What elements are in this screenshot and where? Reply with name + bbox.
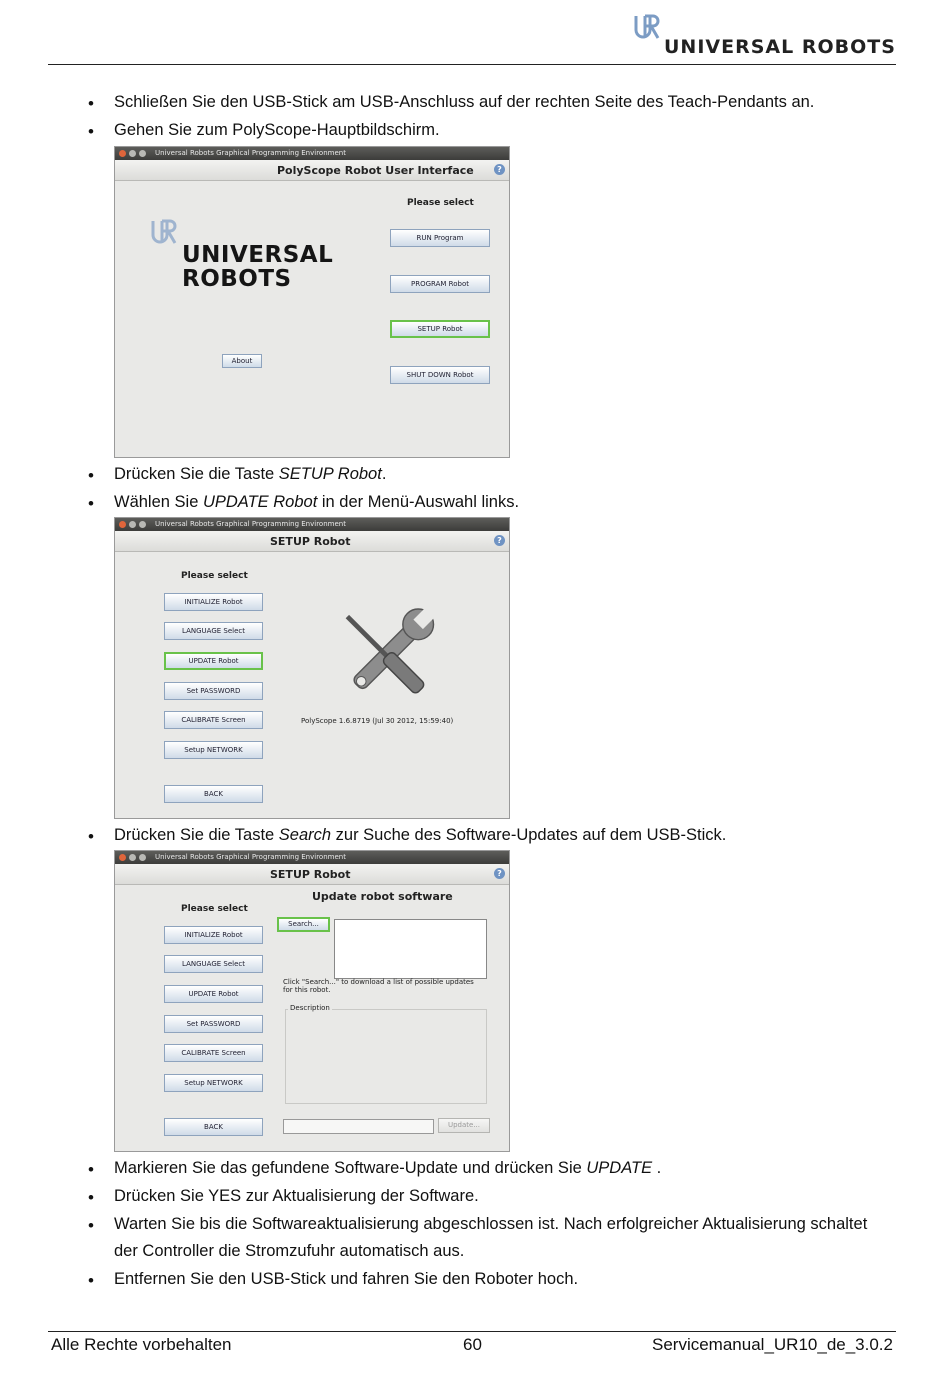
minimize-icon[interactable]: [129, 521, 136, 528]
description-box: [285, 1009, 487, 1104]
window-titlebar: [115, 147, 509, 160]
please-select-label: Please select: [181, 571, 248, 581]
footer-rights: Alle Rechte vorbehalten: [51, 1335, 232, 1354]
screenshot-setup-robot: [114, 517, 510, 819]
window-title: Universal Robots Graphical Programming Environment: [155, 853, 346, 861]
screen-title: SETUP Robot: [270, 535, 351, 548]
please-select-label: Please select: [181, 904, 248, 914]
page-number: 60: [463, 1335, 482, 1354]
calibrate-screen-button[interactable]: CALIBRATE Screen: [164, 711, 263, 729]
ur-logo-icon: [634, 14, 660, 40]
back-button[interactable]: BACK: [164, 1118, 263, 1136]
update-robot-button[interactable]: UPDATE Robot: [164, 652, 263, 670]
ur-logo-icon: [151, 219, 177, 245]
step-text: Schließen Sie den USB-Stick am USB-Anschluss auf der rechten Seite des Teach-Pendants an.: [114, 93, 815, 111]
document-id: Servicemanual_UR10_de_3.0.2: [652, 1335, 893, 1354]
footer-rule: [48, 1331, 896, 1332]
bullet-icon: •: [88, 827, 94, 846]
step-text: Gehen Sie zum PolyScope-Hauptbildschirm.: [114, 121, 440, 139]
about-button[interactable]: About: [222, 354, 262, 368]
bullet-icon: •: [88, 494, 94, 513]
screen-header: [115, 160, 509, 181]
screen-header: [115, 864, 509, 885]
maximize-icon[interactable]: [139, 521, 146, 528]
tools-icon: [327, 598, 447, 713]
set-password-button[interactable]: Set PASSWORD: [164, 682, 263, 700]
package-path-field[interactable]: [283, 1119, 434, 1134]
initialize-robot-button[interactable]: INITIALIZE Robot: [164, 926, 263, 944]
step-text: Entfernen Sie den USB-Stick und fahren Sie den Roboter hoch.: [114, 1270, 579, 1288]
window-title: Universal Robots Graphical Programming Environment: [155, 149, 346, 157]
help-icon[interactable]: ?: [494, 868, 505, 879]
program-robot-button[interactable]: PROGRAM Robot: [390, 275, 490, 293]
calibrate-screen-button[interactable]: CALIBRATE Screen: [164, 1044, 263, 1062]
close-icon[interactable]: [119, 521, 126, 528]
step-text: Warten Sie bis die Softwareaktualisierung abgeschlossen ist. Nach erfolgreicher Aktualisierung schaltet der Controller die Stromzufuhr automatisch aus.: [114, 1215, 868, 1260]
bullet-icon: •: [88, 1271, 94, 1290]
step-text: Drücken Sie YES zur Aktualisierung der Software.: [114, 1187, 479, 1205]
header-rule: [48, 64, 896, 65]
search-hint-line2: for this robot.: [283, 986, 331, 994]
logo-text-line1: UNIVERSAL: [182, 242, 334, 268]
set-password-button[interactable]: Set PASSWORD: [164, 1015, 263, 1033]
version-text: PolyScope 1.6.8719 (Jul 30 2012, 15:59:40): [301, 717, 454, 725]
bullet-icon: •: [88, 1160, 94, 1179]
screenshot-update-software: [114, 850, 510, 1152]
step-text: Markieren Sie das gefundene Software-Update und drücken Sie UPDATE .: [114, 1159, 662, 1177]
minimize-icon[interactable]: [129, 854, 136, 861]
window-titlebar: [115, 518, 509, 531]
language-select-button[interactable]: LANGUAGE Select: [164, 622, 263, 640]
maximize-icon[interactable]: [139, 150, 146, 157]
setup-robot-button[interactable]: SETUP Robot: [390, 320, 490, 338]
close-icon[interactable]: [119, 150, 126, 157]
panel-title: Update robot software: [312, 890, 453, 903]
close-icon[interactable]: [119, 854, 126, 861]
initialize-robot-button[interactable]: INITIALIZE Robot: [164, 593, 263, 611]
step-text: Drücken Sie die Taste SETUP Robot.: [114, 465, 387, 483]
description-label: Description: [290, 1004, 330, 1012]
screen-title: PolyScope Robot User Interface: [277, 164, 474, 177]
updates-list[interactable]: [334, 919, 487, 979]
bullet-icon: •: [88, 1216, 94, 1235]
bullet-icon: •: [88, 1188, 94, 1207]
screen-title: SETUP Robot: [270, 868, 351, 881]
search-hint-line1: Click "Search..." to download a list of possible updates: [283, 978, 474, 986]
screenshot-polyscope-main: [114, 146, 510, 458]
update-robot-button[interactable]: UPDATE Robot: [164, 985, 263, 1003]
screen-header: [115, 531, 509, 552]
run-program-button[interactable]: RUN Program: [390, 229, 490, 247]
bullet-icon: •: [88, 94, 94, 113]
bullet-icon: •: [88, 122, 94, 141]
setup-network-button[interactable]: Setup NETWORK: [164, 741, 263, 759]
please-select-label: Please select: [407, 198, 474, 208]
step-text: Wählen Sie UPDATE Robot in der Menü-Auswahl links.: [114, 493, 520, 511]
step-text: Drücken Sie die Taste Search zur Suche des Software-Updates auf dem USB-Stick.: [114, 826, 727, 844]
back-button[interactable]: BACK: [164, 785, 263, 803]
update-button[interactable]: Update...: [438, 1118, 490, 1133]
maximize-icon[interactable]: [139, 854, 146, 861]
window-title: Universal Robots Graphical Programming Environment: [155, 520, 346, 528]
help-icon[interactable]: ?: [494, 164, 505, 175]
window-titlebar: [115, 851, 509, 864]
language-select-button[interactable]: LANGUAGE Select: [164, 955, 263, 973]
setup-network-button[interactable]: Setup NETWORK: [164, 1074, 263, 1092]
logo-text-line2: ROBOTS: [182, 266, 292, 292]
brand-name: UNIVERSAL ROBOTS: [664, 36, 896, 58]
bullet-icon: •: [88, 466, 94, 485]
help-icon[interactable]: ?: [494, 535, 505, 546]
shutdown-robot-button[interactable]: SHUT DOWN Robot: [390, 366, 490, 384]
search-button[interactable]: Search...: [277, 917, 330, 932]
minimize-icon[interactable]: [129, 150, 136, 157]
